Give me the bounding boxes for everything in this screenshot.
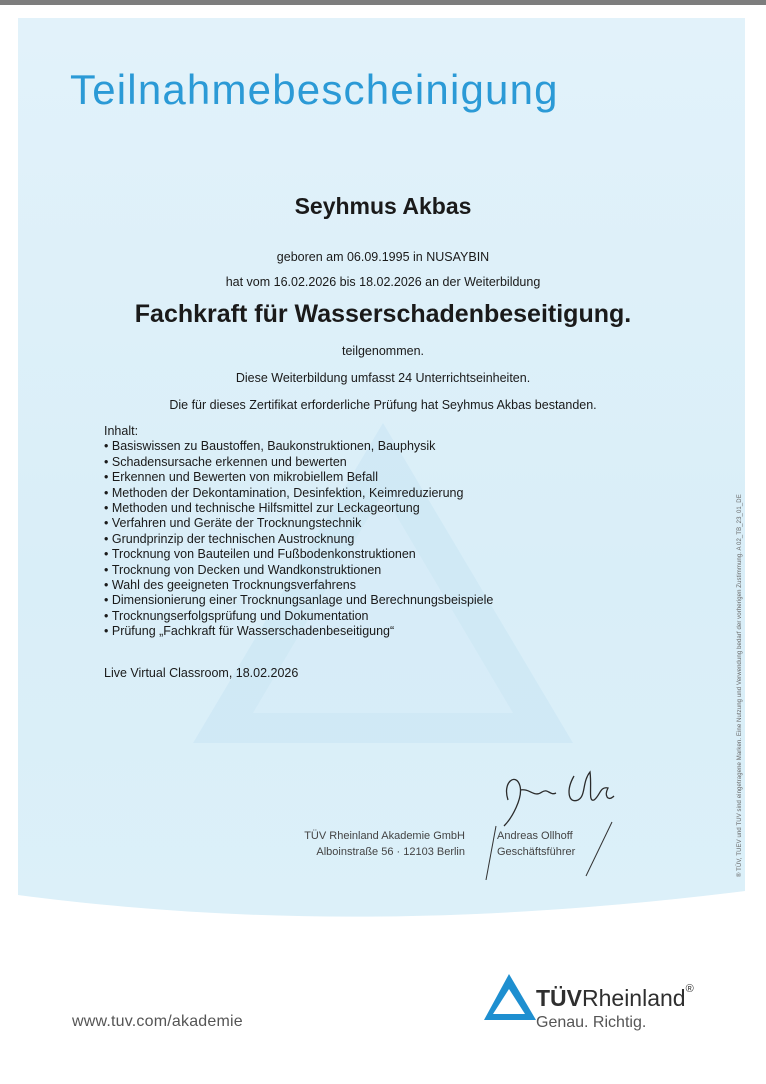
birth-info: geboren am 06.09.1995 in NUSAYBIN [276,250,490,264]
course-title: Fachkraft für Wasserschadenbeseitigung. [134,300,632,328]
list-item: • Methoden der Dekontamination, Desinfektion, Keimreduzierung [104,486,493,501]
list-item: • Basiswissen zu Baustoffen, Baukonstruktionen, Bauphysik [104,439,493,454]
brand-slogan: Genau. Richtig. [536,1014,647,1031]
brand-regular: Rheinland [582,985,686,1011]
brand-mark: ® [685,983,694,995]
list-item: • Trocknung von Decken und Wandkonstruktionen [104,563,493,578]
list-item: • Schadensursache erkennen und bewerten [104,455,493,470]
period-info: hat vom 16.02.2026 bis 18.02.2026 an der Weiterbildung [225,275,541,289]
list-item: • Trocknungserfolgsprüfung und Dokumentation [104,609,493,624]
list-item: • Verfahren und Geräte der Trocknungstechnik [104,516,493,531]
list-item: • Prüfung „Fachkraft für Wasserschadenbeseitigung“ [104,624,493,639]
issuer-org: TÜV Rheinland Akademie GmbH [304,830,465,842]
brand-wordmark [536,985,694,1012]
signer-name: Andreas Ollhoff [497,830,573,842]
place-date: Live Virtual Classroom, 18.02.2026 [104,666,299,680]
content-section [104,424,493,640]
list-item: • Trocknung von Bauteilen und Fußbodenkonstruktionen [104,547,493,562]
signer-role: Geschäftsführer [497,846,576,858]
content-heading: Inhalt: [104,424,139,438]
brand-bold: TÜV [536,985,582,1011]
bottom-wave [18,873,745,943]
issuer-address: Alboinstraße 56 · 12103 Berlin [316,846,465,858]
list-item: • Methoden und technische Hilfsmittel zur Leckageortung [104,501,493,516]
participant-name: Seyhmus Akbas [294,193,472,219]
footer-url[interactable]: www.tuv.com/akademie [72,1013,243,1030]
content-list [104,439,493,639]
list-item: • Dimensionierung einer Trocknungsanlage und Berechnungsbeispiele [104,593,493,608]
list-item: • Wahl des geeigneten Trocknungsverfahrens [104,578,493,593]
signer-block [497,828,575,860]
list-item: • Grundprinzip der technischen Austrocknung [104,532,493,547]
tuv-triangle-logo-icon [484,972,544,1024]
units-text: Diese Weiterbildung umfasst 24 Unterrichtseinheiten. [235,371,531,385]
list-item: • Erkennen und Bewerten von mikrobiellem Befall [104,470,493,485]
certificate-title: Teilnahmebescheinigung [70,66,559,113]
issuer-block [281,828,465,860]
exam-text: Die für dieses Zertifikat erforderliche Prüfung hat Seyhmus Akbas bestanden. [169,398,597,412]
participated-text: teilgenommen. [342,344,424,358]
top-border [0,0,766,5]
trademark-note: ® TÜV, TUEV und TUV sind eingetragene Marken. Eine Nutzung und Verwendung bedarf der vorherigen Zustimmung. A 02_TB_23_01_DE [737,494,743,877]
